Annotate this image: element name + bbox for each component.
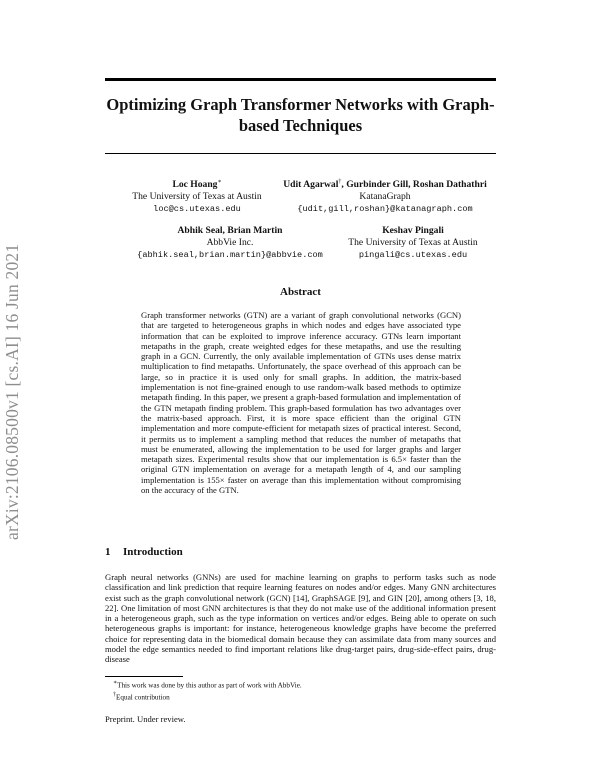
footnote-mark: † xyxy=(113,691,116,698)
author-affiliation: KatanaGraph xyxy=(359,191,411,203)
footnote-text: This work was done by this author as part of work with AbbVie. xyxy=(117,681,302,690)
page-footer: Preprint. Under review. xyxy=(105,714,186,724)
author-names-rest: , Gurbinder Gill, Roshan Dathathri xyxy=(341,179,487,191)
title-rule-top xyxy=(105,78,496,81)
author-email: {udit,gill,roshan}@katanagraph.com xyxy=(297,204,473,215)
author-name: Udit Agarwal xyxy=(283,179,339,191)
author-email: pingali@cs.utexas.edu xyxy=(358,250,468,260)
author-affiliation: The University of Texas at Austin xyxy=(348,237,478,248)
section-heading xyxy=(105,546,183,558)
author-affiliation: AbbVie Inc. xyxy=(206,237,254,248)
author-email: {abhik.seal,brian.martin}@abbvie.com xyxy=(137,250,323,260)
title-rule-bottom xyxy=(105,153,496,154)
author-mark: † xyxy=(338,179,342,185)
footnote xyxy=(113,679,302,691)
footnote-mark: ∗ xyxy=(113,680,118,686)
author-block-abbvie xyxy=(125,225,335,261)
author-mark: ∗ xyxy=(217,179,222,185)
author-block-pingali xyxy=(328,225,498,261)
author-name: Loc Hoang xyxy=(172,179,218,191)
introduction-text: Graph neural networks (GNNs) are used for machine learning on graphs to perform tasks such as node classification and link prediction that require learning features on nodes and/or edges. Many GNN architectures exist such as the graph convolutional network (GCN) [14], GraphSAGE [9], and GIN [20], among others [3, 18, 22]. One limitation of most GNN architectures is that they do not make use of the additional information present in a heterogeneous graph, such as the type information on vertices and/or edges. Being able to operate on such heterogeneous graphs is important: for instance, heterogeneous knowledge graphs have become the preferred choice for representing data in the biomedical domain because they can assimilate data from many sources and model the edge semantics needed to find important relations like drug-target pairs, drug-side-effect pairs, drug-disease xyxy=(105,572,496,665)
arxiv-identifier: arXiv:2106.08500v1 [cs.AI] 16 Jun 2021 xyxy=(2,243,22,540)
abstract-heading: Abstract xyxy=(280,286,321,298)
author-email: loc@cs.utexas.edu xyxy=(153,204,241,215)
author-name: Keshav Pingali xyxy=(382,225,444,236)
author-block-katana xyxy=(280,176,490,215)
section-title: Introduction xyxy=(123,546,183,558)
author-block-hoang xyxy=(112,176,282,215)
abstract-text: Graph transformer networks (GTN) are a variant of graph convolutional networks (GCN) that are targeted to heterogeneous graphs in which nodes and edges have associated type information that can be exploited to improve inference accuracy. GTNs learn important metapaths in the graph, create weighted edges for these metapaths, and use the resulting graph in a GCN. Currently, the only available implementation of GTNs uses dense matrix multiplication to find metapaths. Unfortunately, the space overhead of this approach can be large, so in practice it is used only for small graphs. In addition, the matrix-based implementation is not fine-grained enough to use random-walk based methods to optimize metapath finding. In this paper, we present a graph-based formulation and implementation of the GTN metapath finding problem. This graph-based formulation has two advantages over the matrix-based approach. First, it is more space efficient than the original GTN implementation and more compute-efficient for metapath sizes of practical interest. Second, it permits us to implement a sampling method that reduces the number of metapaths that must be enumerated, allowing the implementation to be used for larger graphs and larger metapath sizes. Experimental results show that our implementation is 6.5× faster than the original GTN implementation on average for a metapath length of 4, and our sampling implementation is 155× faster on average than this implementation without compromising on the accuracy of the GTN. xyxy=(141,310,461,496)
footnote-text: Equal contribution xyxy=(116,692,170,701)
footnote-rule xyxy=(105,676,183,677)
author-affiliation: The University of Texas at Austin xyxy=(132,191,262,203)
footnotes xyxy=(113,679,302,702)
footnote xyxy=(113,691,302,703)
section-number: 1 xyxy=(105,546,111,558)
paper-title: Optimizing Graph Transformer Networks with Graph-based Techniques xyxy=(106,95,495,135)
author-name: Abhik Seal, Brian Martin xyxy=(177,225,283,236)
